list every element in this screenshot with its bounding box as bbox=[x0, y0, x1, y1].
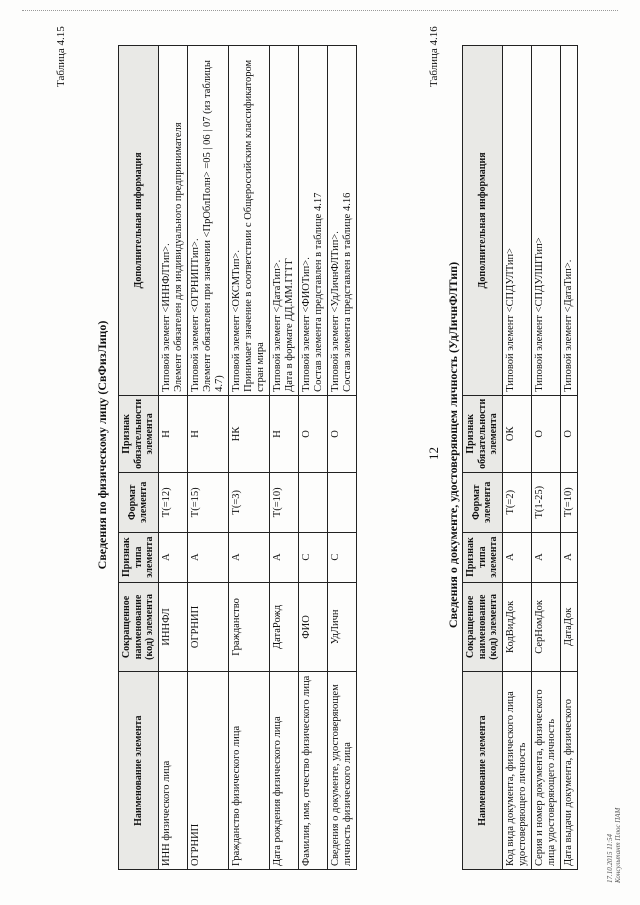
table-cell: Дата рождения физического лица bbox=[270, 672, 299, 870]
table-cell: Гражданство физического лица bbox=[228, 672, 269, 870]
table-row bbox=[531, 46, 560, 870]
column-header: Дополнительная информация bbox=[119, 46, 159, 396]
table-cell: Н bbox=[270, 395, 299, 472]
table-caption-4-15: Таблица 4.15 bbox=[55, 26, 67, 87]
table-cell: ДатаДок bbox=[560, 582, 577, 672]
table-cell: Код вида документа, физического лица удостоверяющего личность bbox=[502, 672, 531, 870]
table-cell bbox=[328, 472, 357, 532]
table-cell: Н bbox=[158, 395, 187, 472]
table-cell: А bbox=[158, 532, 187, 582]
table-cell: Типовой элемент <СПДУЛШТип> bbox=[531, 46, 560, 396]
table-cell: УдЛичн bbox=[328, 582, 357, 672]
table-cell: ИННФЛ bbox=[158, 582, 187, 672]
table-cell: Типовой элемент <ДатаТип>. bbox=[560, 46, 577, 396]
table-cell: А bbox=[502, 532, 531, 582]
table-cell: О bbox=[560, 395, 577, 472]
table-cell: ДатаРожд bbox=[270, 582, 299, 672]
table-cell: Фамилия, имя, отчество физического лица bbox=[299, 672, 328, 870]
column-header: Наименование элемента bbox=[463, 672, 503, 870]
table-row bbox=[270, 46, 299, 870]
table-4-16 bbox=[462, 45, 578, 870]
table-cell: Серия и номер документа, физического лица удостоверяющего личность bbox=[531, 672, 560, 870]
table-cell bbox=[299, 472, 328, 532]
table-cell: О bbox=[531, 395, 560, 472]
page-number: 12 bbox=[426, 447, 441, 460]
table-cell: О bbox=[328, 395, 357, 472]
table-4-15 bbox=[118, 45, 357, 870]
table-cell: T(=15) bbox=[187, 472, 228, 532]
table-cell: Н bbox=[187, 395, 228, 472]
table-cell: ОГРНИП bbox=[187, 582, 228, 672]
table-cell: С bbox=[299, 532, 328, 582]
table-row bbox=[560, 46, 577, 870]
table-caption-4-16: Таблица 4.16 bbox=[428, 26, 440, 87]
table-title-4-15: Сведения по физическому лицу (СвФизЛицо) bbox=[95, 320, 109, 570]
column-header: Наименование элемента bbox=[119, 672, 159, 870]
table-cell: А bbox=[187, 532, 228, 582]
table-cell: Гражданство bbox=[228, 582, 269, 672]
table-row bbox=[228, 46, 269, 870]
table-row bbox=[187, 46, 228, 870]
table-row bbox=[158, 46, 187, 870]
table-cell: А bbox=[560, 532, 577, 582]
table-cell: НК bbox=[228, 395, 269, 472]
table-cell: T(=3) bbox=[228, 472, 269, 532]
table-cell: Типовой элемент <ФИОТип>. Состав элемента представлен в таблице 4.17 bbox=[299, 46, 328, 396]
table-cell: Типовой элемент <ОКСМТип>. Принимает значение в соответствии с Общероссийским классификатором стран мира bbox=[228, 46, 269, 396]
column-header: Дополнительная информация bbox=[463, 46, 503, 396]
table-cell: Типовой элемент <ДатаТип>. Дата в формате ДД.ММ.ГГГГ bbox=[270, 46, 299, 396]
column-header: Признак обязательности элемента bbox=[119, 395, 159, 472]
table-row bbox=[502, 46, 531, 870]
table-cell: КодВидДок bbox=[502, 582, 531, 672]
table-cell: Дата выдачи документа, физического bbox=[560, 672, 577, 870]
column-header: Формат элемента bbox=[463, 472, 503, 532]
footer-text: 17.10.2015 11:54 Консультант Плюс ПАМ bbox=[606, 807, 623, 883]
table-cell: Сведения о документе, удостоверяющем личность физического лица bbox=[328, 672, 357, 870]
table-row bbox=[328, 46, 357, 870]
table-cell: А bbox=[531, 532, 560, 582]
table-cell: ИНН физического лица bbox=[158, 672, 187, 870]
table-cell: А bbox=[228, 532, 269, 582]
column-header: Сокращенное наименование (код) элемента bbox=[463, 582, 503, 672]
table-cell: T(=10) bbox=[560, 472, 577, 532]
table-cell: Типовой элемент <УдЛичнФЛТип>. Состав элемента представлен в таблице 4.16 bbox=[328, 46, 357, 396]
table-cell: ОГРНИП bbox=[187, 672, 228, 870]
footer-stamp bbox=[606, 808, 623, 883]
table-cell: А bbox=[270, 532, 299, 582]
table-cell: ОК bbox=[502, 395, 531, 472]
table-cell: ФИО bbox=[299, 582, 328, 672]
table-cell: Типовой элемент <СПДУЛТип> bbox=[502, 46, 531, 396]
column-header: Признак типа элемента bbox=[463, 532, 503, 582]
table-cell: T(1-25) bbox=[531, 472, 560, 532]
table-cell: СерНомДок bbox=[531, 582, 560, 672]
column-header: Признак типа элемента bbox=[119, 532, 159, 582]
table-cell: С bbox=[328, 532, 357, 582]
column-header: Формат элемента bbox=[119, 472, 159, 532]
table-cell: О bbox=[299, 395, 328, 472]
column-header: Признак обязательности элемента bbox=[463, 395, 503, 472]
table-cell: T(=2) bbox=[502, 472, 531, 532]
table-title-4-16: Сведения о документе, удостоверяющем личность (УдЛичнФЛТип) bbox=[446, 261, 460, 629]
table-cell: Типовой элемент <ИННФЛТип>. Элемент обязателен для индивидуального предпринимателя bbox=[158, 46, 187, 396]
table-cell: T(=10) bbox=[270, 472, 299, 532]
table-row bbox=[299, 46, 328, 870]
table-cell: T(=12) bbox=[158, 472, 187, 532]
table-cell: Типовой элемент <ОГРНИПТип>. Элемент обязателен при значении <ПрОблПолн> =05 | 06 | 07 (из таблицы 4.7) bbox=[187, 46, 228, 396]
column-header: Сокращенное наименование (код) элемента bbox=[119, 582, 159, 672]
